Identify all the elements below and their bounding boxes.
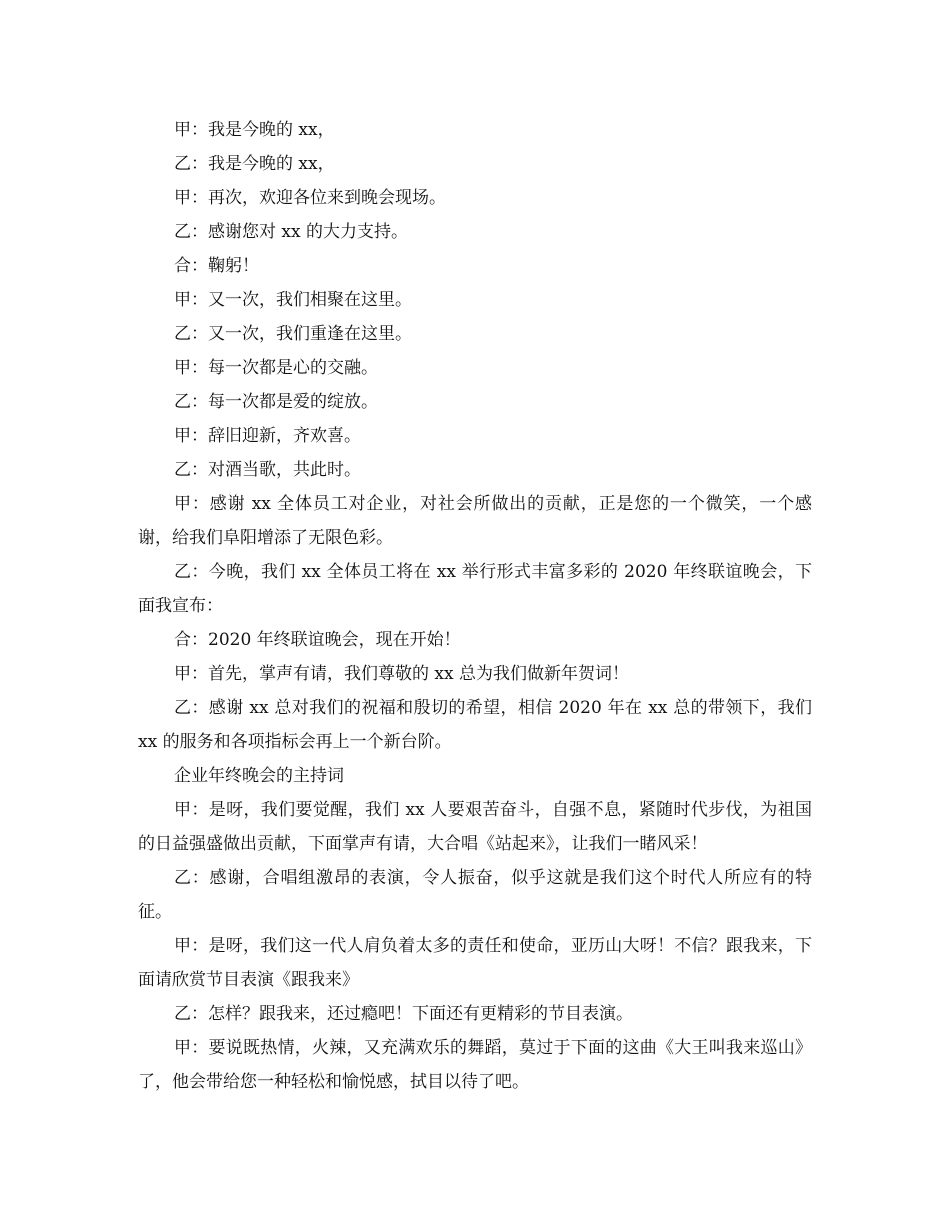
paragraph: 乙：感谢，合唱组激昂的表演，令人振奋，似乎这就是我们这个时代人所应有的特征。 xyxy=(138,868,812,922)
paragraph: 甲：是呀，我们要觉醒，我们 xx 人要艰苦奋斗，自强不息，紧随时代步伐，为祖国的日益强盛做出贡献，下面掌声有请，大合唱《站起来》，让我们一睹风采！ xyxy=(138,800,812,854)
section-heading: 企业年终晚会的主持词 xyxy=(174,766,344,786)
paragraph: 合：2020 年终联谊晚会，现在开始！ xyxy=(174,630,461,650)
paragraph: 甲：感谢 xx 全体员工对企业，对社会所做出的贡献，正是您的一个微笑，一个感谢，给我们阜阳增添了无限色彩。 xyxy=(138,494,812,548)
paragraph: 甲：我是今晚的 xx， xyxy=(174,120,335,140)
paragraph: 乙：怎样？跟我来，还过瘾吧！下面还有更精彩的节目表演。 xyxy=(174,1004,633,1024)
paragraph: 甲：再次，欢迎各位来到晚会现场。 xyxy=(174,188,446,208)
paragraph: 乙：对酒当歌，共此时。 xyxy=(174,460,361,480)
paragraph: 合：鞠躬！ xyxy=(174,256,259,276)
paragraph: 甲：是呀，我们这一代人肩负着太多的责任和使命，亚历山大呀！不信？跟我来，下面请欣赏节目表演《跟我来》 xyxy=(138,936,812,990)
paragraph: 乙：感谢 xx 总对我们的祝福和殷切的希望，相信 2020 年在 xx 总的带领下，我们 xx 的服务和各项指标会再上一个新台阶。 xyxy=(138,698,812,752)
paragraph: 乙：感谢您对 xx 的大力支持。 xyxy=(174,222,408,242)
paragraph: 甲：又一次，我们相聚在这里。 xyxy=(174,290,412,310)
paragraph: 甲：要说既热情，火辣，又充满欢乐的舞蹈，莫过于下面的这曲《大王叫我来巡山》了，他会带给您一种轻松和愉悦感，拭目以待了吧。 xyxy=(138,1038,812,1092)
paragraph: 乙：又一次，我们重逢在这里。 xyxy=(174,324,412,344)
paragraph: 乙：每一次都是爱的绽放。 xyxy=(174,392,378,412)
paragraph: 甲：首先，掌声有请，我们尊敬的 xx 总为我们做新年贺词！ xyxy=(174,664,629,684)
paragraph: 甲：辞旧迎新，齐欢喜。 xyxy=(174,426,361,446)
paragraph: 乙：今晚，我们 xx 全体员工将在 xx 举行形式丰富多彩的 2020 年终联谊晚会，下面我宣布： xyxy=(138,562,812,616)
paragraph: 乙：我是今晚的 xx， xyxy=(174,154,335,174)
paragraph: 甲：每一次都是心的交融。 xyxy=(174,358,378,378)
